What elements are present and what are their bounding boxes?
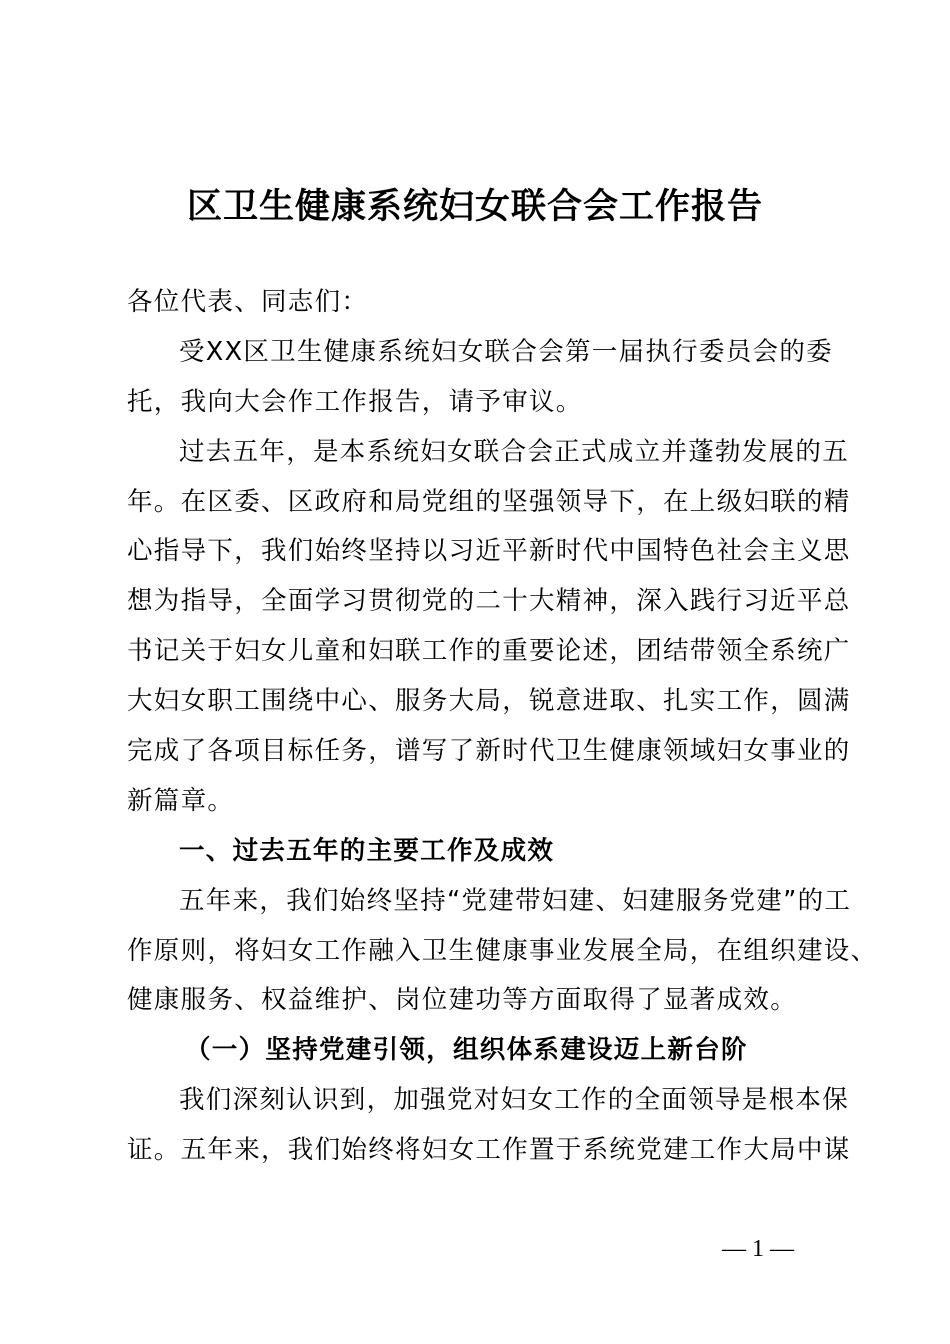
paragraph-line: 想为指导，全面学习贯彻党的二十大精神，深入践行习近平总 — [127, 586, 851, 617]
paragraph-line: 作原则，将妇女工作融入卫生健康事业发展全局，在组织建设、 — [127, 935, 878, 966]
paragraph-line: 过去五年，是本系统妇女联合会正式成立并蓬勃发展的五 — [179, 436, 850, 467]
paragraph-line: 我们深刻认识到，加强党对妇女工作的全面领导是根本保 — [179, 1085, 850, 1116]
paragraph-line: 年。在区委、区政府和局党组的坚强领导下，在上级妇联的精 — [127, 486, 851, 517]
paragraph-line: 托，我向大会作工作报告，请予审议。 — [127, 386, 583, 417]
paragraph-line: 书记关于妇女儿童和妇联工作的重要论述，团结带领全系统广 — [127, 636, 851, 667]
section-heading: 一、过去五年的主要工作及成效 — [179, 835, 555, 866]
paragraph-line: 五年来，我们始终坚持“党建带妇建、妇建服务党建”的工 — [179, 885, 852, 916]
salutation: 各位代表、同志们： — [127, 287, 369, 317]
page-number: —1— — [722, 1236, 800, 1262]
paragraph-line: 健康服务、权益维护、岗位建功等方面取得了显著成效。 — [127, 985, 798, 1016]
paragraph-line: 受XX区卫生健康系统妇女联合会第一届执行委员会的委 — [179, 336, 833, 367]
paragraph-line: 完成了各项目标任务，谱写了新时代卫生健康领域妇女事业的 — [127, 736, 851, 767]
paragraph-line: 新篇章。 — [127, 785, 235, 816]
paragraph-line: 大妇女职工围绕中心、服务大局，锐意进取、扎实工作，圆满 — [127, 686, 851, 717]
document-body — [127, 278, 878, 1176]
document-title: 区卫生健康系统妇女联合会工作报告 — [186, 187, 763, 227]
paragraph-line: 证。五年来，我们始终将妇女工作置于系统党建工作大局中谋 — [127, 1135, 851, 1166]
subsection-heading: （一）坚持党建引领，组织体系建设迈上新台阶 — [185, 1035, 748, 1066]
paragraph-line: 心指导下，我们始终坚持以习近平新时代中国特色社会主义思 — [127, 536, 851, 567]
